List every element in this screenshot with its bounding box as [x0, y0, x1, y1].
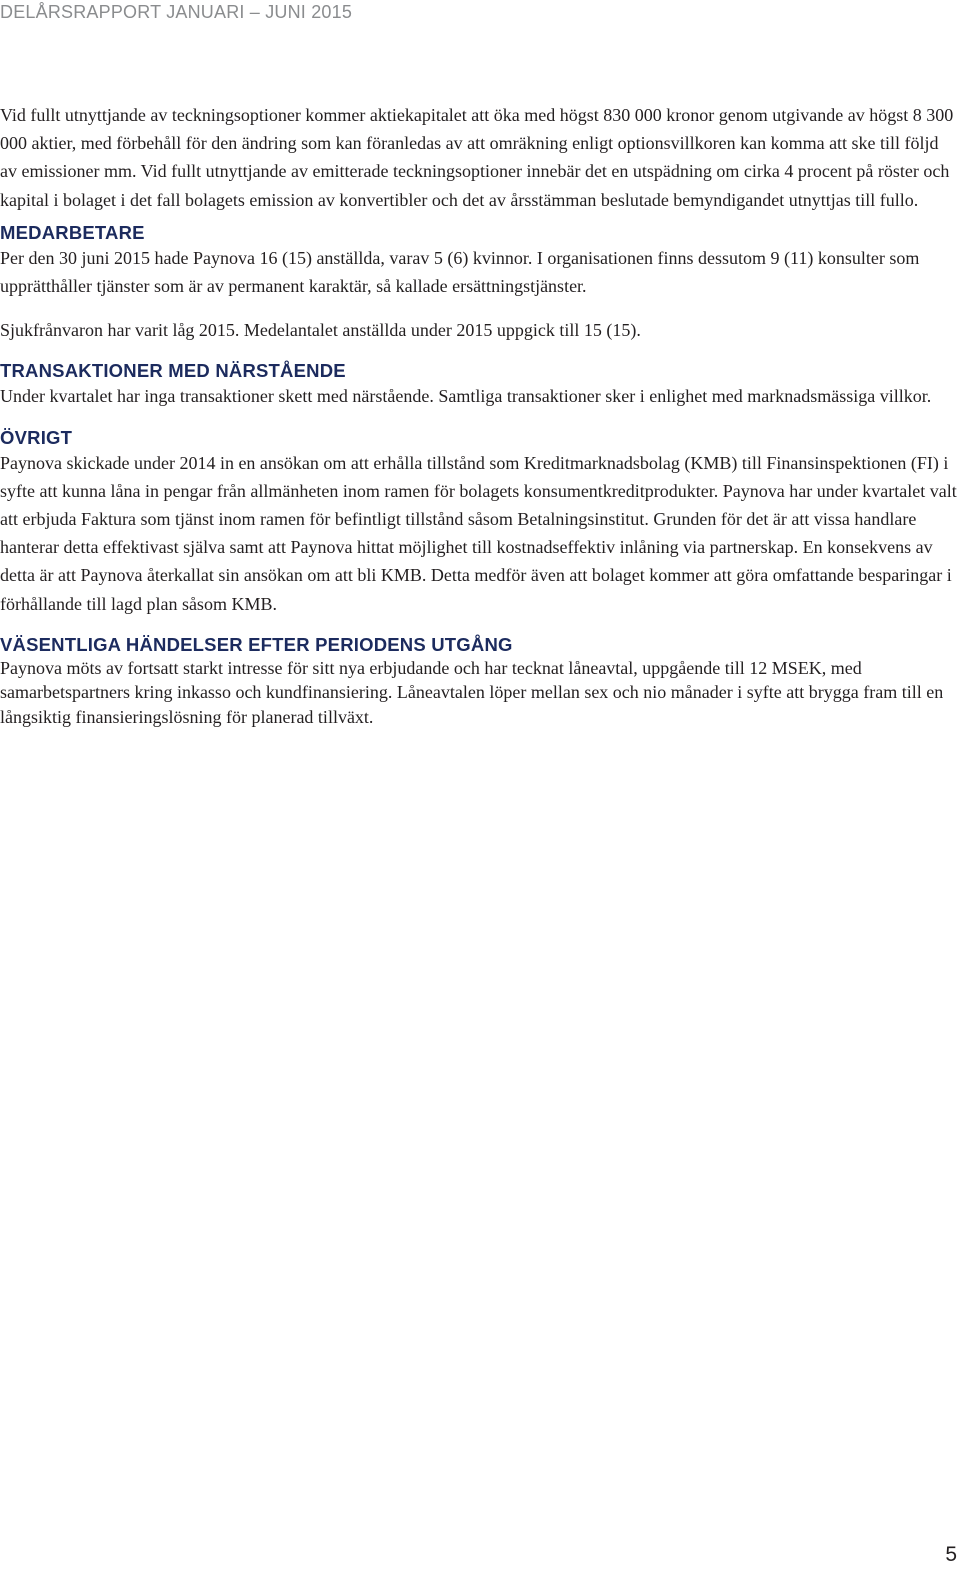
- section-title-related-parties: TRANSAKTIONER MED NÄRSTÅENDE: [0, 360, 346, 382]
- spacer: [0, 618, 960, 634]
- section-title-subsequent-events: VÄSENTLIGA HÄNDELSER EFTER PERIODENS UTGÅNG: [0, 633, 513, 655]
- spacer: [0, 300, 960, 316]
- related-parties-paragraph: Under kvartalet har inga transaktioner skett med närstående. Samtliga transaktioner sker i enlighet med marknadsmässiga villkor.: [0, 386, 932, 407]
- section-title-other: ÖVRIGT: [0, 426, 73, 448]
- section-title-employees: MEDARBETARE: [0, 221, 145, 243]
- employees-paragraph-2: Sjukfrånvaron har varit låg 2015. Medelantalet anställda under 2015 uppgick till 15 (15).: [0, 320, 641, 341]
- running-header: DELÅRSRAPPORT JANUARI – JUNI 2015: [0, 2, 353, 22]
- other-paragraph: Paynova skickade under 2014 in en ansökan om att erhålla tillstånd som Kreditmarknadsbolag (KMB) till Finansinspektionen (FI) i syfte att kunna låna in pengar från allmänheten inom ramen för bolagets konsumentkreditprodukter. Paynova har under kvartalet valt att erbjuda Faktura som tjänst inom ramen för befintligt tillstånd såsom Betalningsinstitut. Grunden för det är att vissa handlare hanterar detta effektivast själva samt att Paynova hittat möjlighet till kostnadseffektiv inlåning via partnerskap. En konsekvens av detta är att Paynova återkallat sin ansökan om att bli KMB. Detta medför även att bolaget kommer att göra omfattande besparingar i förhållande till lagd plan såsom KMB.: [0, 452, 957, 614]
- subsequent-events-paragraph: Paynova möts av fortsatt starkt intresse för sitt nya erbjudande och har tecknat låneavtal, uppgående till 12 MSEK, med samarbetspartners kring inkasso och kundfinansiering. Låneavtalen löper mellan sex och nio månader i syfte att brygga fram till en långsiktig finansieringslösning för planerad tillväxt.: [0, 657, 944, 727]
- spacer: [0, 344, 960, 360]
- report-body: [0, 101, 960, 729]
- employees-paragraph-1: Per den 30 juni 2015 hade Paynova 16 (15) anställda, varav 5 (6) kvinnor. I organisationen finns dessutom 9 (11) konsulter som upprätthåller tjänster som är av permanent karaktär, så kallade ersättningstjänster.: [0, 247, 920, 297]
- spacer: [0, 214, 960, 222]
- spacer: [0, 411, 960, 427]
- page-number: 5: [945, 1543, 957, 1566]
- intro-paragraph: Vid fullt utnyttjande av teckningsoptioner kommer aktiekapitalet att öka med högst 830 000 kronor genom utgivande av högst 8 300 000 aktier, med förbehåll för den ändring som kan föranledas av att omräkning enligt optionsvillkoren kan komma att ske till följd av emissioner mm. Vid fullt utnyttjande av emitterade teckningsoptioner innebär det en utspädning om cirka 4 procent på röster och kapital i bolaget i det fall bolagets emission av konvertibler och det av årsstämman beslutade bemyndigandet utnyttjas till fullo.: [0, 105, 954, 210]
